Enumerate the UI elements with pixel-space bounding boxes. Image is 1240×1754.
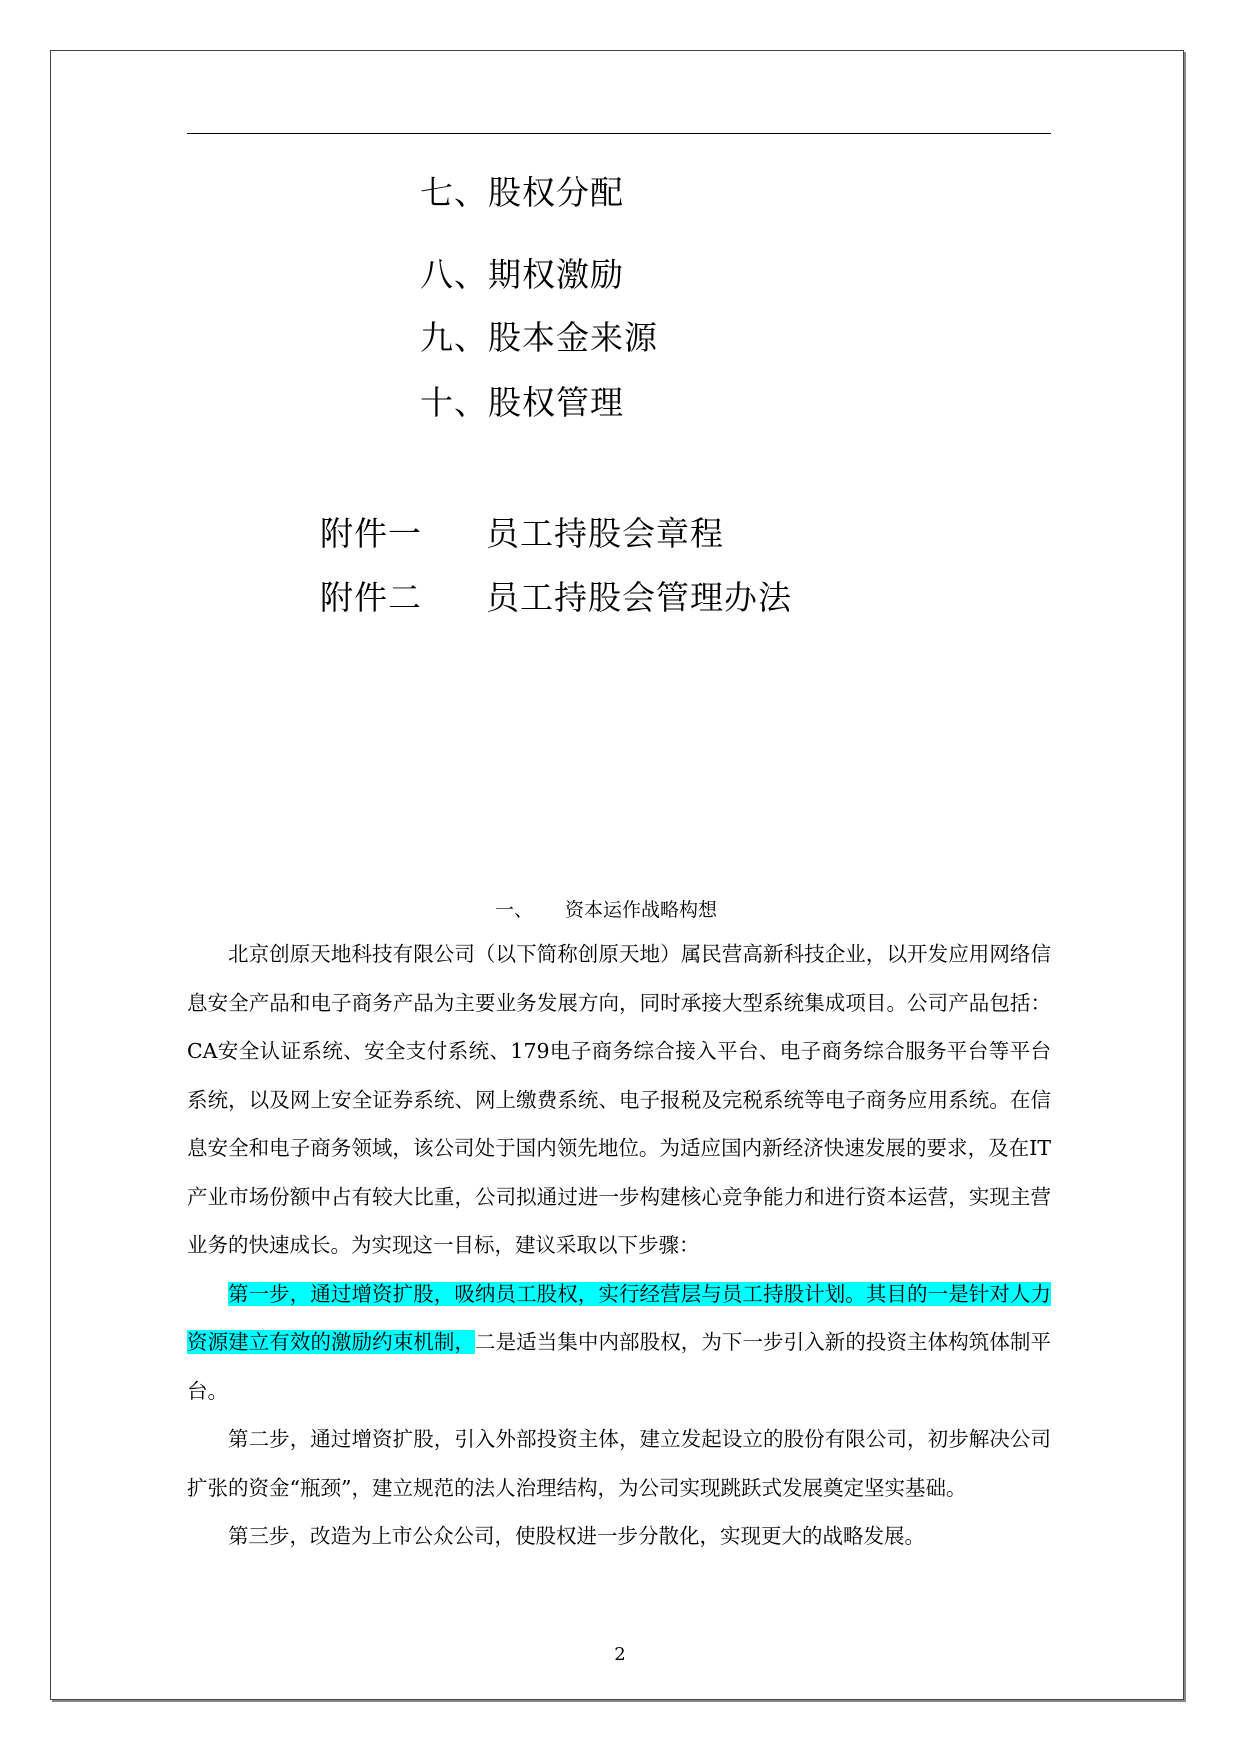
appendix-label: 附件一 [320,514,422,553]
section-number: 一、 [495,899,534,921]
section-title-text: 资本运作战略构想 [565,899,718,921]
section-heading [495,896,717,924]
appendix-label: 附件二 [320,578,422,617]
paragraph-step-3: 第三步，改造为上市公众公司，使股权进一步分散化，实现更大的战略发展。 [228,1524,925,1548]
highlighted-text: 第一步，通过增资扩股，吸纳员工股权，实行经营层与员工持股计划。其目的一是针对人力资源建立有效的激励约束机制， [187,1281,1051,1354]
paragraph-step-1 [187,1270,1051,1416]
paragraph-step-2: 第二步，通过增资扩股，引入外部投资主体，建立发起设立的股份有限公司，初步解决公司扩张的资金“瓶颈”，建立规范的法人治理结构，为公司实现跳跃式发展奠定坚实基础。 [187,1427,1051,1500]
paragraph-intro: 北京创原天地科技有限公司（以下简称创原天地）属民营高新科技企业，以开发应用网络信息安全产品和电子商务产品为主要业务发展方向，同时承接大型系统集成项目。公司产品包括：CA安全认证系统、安全支付系统、179电子商务综合接入平台、电子商务综合服务平台等平台系统，以及网上安全证券系统、网上缴费系统、电子报税及完税系统等电子商务应用系统。在信息安全和电子商务领域，该公司处于国内领先地位。为适应国内新经济快速发展的要求，及在IT产业市场份额中占有较大比重，公司拟通过进一步构建核心竞争能力和进行资本运营，实现主营业务的快速成长。为实现这一目标，建议采取以下步骤： [187,942,1051,1257]
appendix-item-1 [320,514,724,554]
toc-item-equity-management: 十、股权管理 [420,383,624,422]
appendix-title: 员工持股会管理办法 [486,578,792,617]
header-rule [187,133,1051,134]
appendix-title: 员工持股会章程 [486,514,724,553]
toc-item-capital-source: 九、股本金来源 [420,318,658,357]
toc-item-equity-distribution: 七、股权分配 [420,173,624,212]
toc-item-option-incentive: 八、期权激励 [420,255,624,294]
paragraph-step-1-rest: 二是适当集中内部股权，为下一步引入新的投资主体构筑体制平台。 [187,1330,1052,1403]
body-text [187,930,1051,1561]
page-number: 2 [614,1644,626,1665]
appendix-item-2 [320,578,792,618]
